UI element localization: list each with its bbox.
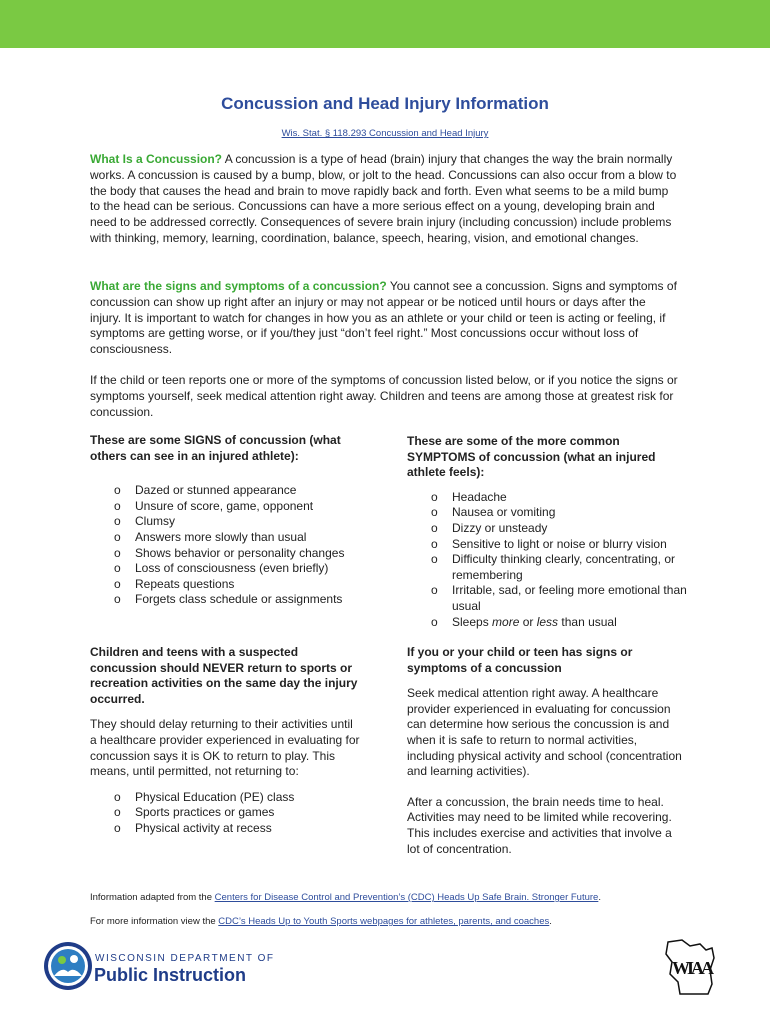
list-item: o Answers more slowly than usual <box>114 529 307 544</box>
dpi-logo-title: Public Instruction <box>94 965 247 985</box>
what-is-heading: What Is a Concussion? <box>90 152 223 166</box>
list-item: o Clumsy <box>114 514 176 529</box>
never-return-heading: Children and teens with a suspected concussion should NEVER return to sports or recreation activities on the same day the injury occurred. <box>90 645 358 706</box>
symptoms-heading: These are some of the more common SYMPTOMS of concussion (what an injured athlete feels): <box>407 434 656 480</box>
more-info-note: For more information view the CDC’s Heads Up to Youth Sports webpages for athletes, parents, and coaches. <box>90 916 552 927</box>
list-item: o Dizzy or unsteady <box>431 520 548 535</box>
if-signs-text-2: After a concussion, the brain needs time to heal. Activities may need to be limited while recovering. This includes exercise and activities that involve a lot of concentration. <box>407 794 672 856</box>
list-item: o Unsure of score, game, opponent <box>114 498 314 513</box>
wiaa-logo-text: WIAA <box>672 958 712 978</box>
list-item: o Repeats questions <box>114 576 235 591</box>
signs-list <box>90 483 360 608</box>
signs-heading: These are some SIGNS of concussion (what others can see in an injured athlete): <box>90 433 341 463</box>
never-return-section <box>90 645 362 837</box>
if-signs-section <box>407 645 682 857</box>
list-item: o Physical activity at recess <box>114 820 272 835</box>
signs-symptoms-text: You cannot see a concussion. Signs and symptoms of concussion can show up right after an injury or may not appear or be noticed until hours or days after the injury. It is important to watch for changes in how you as an athlete or your child or teen is acting or feeling, if symptoms are getting worse, or if you/they just “don’t feel right.” Most concussions occur without loss of consciousness. <box>90 279 677 357</box>
signs-symptoms-section <box>90 279 680 358</box>
if-signs-text-1: Seek medical attention right away. A healthcare provider experienced in evaluating for concussion can determine how serious the concussion is and when it is safe to return to normal activities, including physical activity and school (concentration and learning activities). <box>407 686 682 779</box>
adapted-note: Information adapted from the Centers for Disease Control and Prevention’s (CDC) Heads Up Safe Brain. Stronger Future. <box>90 892 601 903</box>
what-is-section <box>90 152 680 247</box>
list-item: o Sleeps more or less than usual <box>431 614 617 629</box>
dpi-emblem-icon <box>42 940 94 992</box>
statute-link[interactable]: Wis. Stat. § 118.293 Concussion and Head Injury <box>281 128 489 139</box>
list-item: o Nausea or vomiting <box>431 505 556 520</box>
list-item: o Shows behavior or personality changes <box>114 545 345 560</box>
signs-symptoms-heading: What are the signs and symptoms of a concussion? <box>90 279 387 293</box>
list-item: o Sensitive to light or noise or blurry vision <box>431 536 667 551</box>
top-green-bar <box>0 0 770 48</box>
list-item: o Forgets class schedule or assignments <box>114 592 343 607</box>
report-paragraph: If the child or teen reports one or more of the symptoms of concussion listed below, or if you notice the signs or symptoms yourself, seek medical attention right away. Children and teens are among those at greatest risk for concussion. <box>90 373 678 419</box>
list-item: o Difficulty thinking clearly, concentrating, or remembering <box>431 552 675 582</box>
list-item: o Sports practices or games <box>114 805 275 820</box>
signs-column <box>90 433 360 608</box>
list-item: o Irritable, sad, or feeling more emotional than usual <box>431 583 687 613</box>
list-item: o Physical Education (PE) class <box>114 789 295 804</box>
symptoms-column <box>407 434 687 630</box>
list-item: o Headache <box>431 489 507 504</box>
cdc-heads-up-link[interactable]: Centers for Disease Control and Prevention’s (CDC) Heads Up Safe Brain. Stronger Future <box>214 892 599 903</box>
page-title: Concussion and Head Injury Information <box>221 94 549 113</box>
dpi-logo-small-text: WISCONSIN DEPARTMENT OF <box>95 953 275 964</box>
symptoms-list <box>407 490 687 630</box>
what-is-text: A concussion is a type of head (brain) injury that changes the way the brain normally works. A concussion is caused by a bump, blow, or jolt to the head. Concussions can also occur from a blow to the body that causes the head and brain to move rapidly back and forth. Even what seems to be a mild bump to the head can be serious. Concussions can have a more serious effect on a young, developing brain and need to be addressed correctly. Consequences of severe brain injury (including concussion) include problems with thinking, memory, learning, coordination, balance, speech, hearing, vision, and emotional changes. <box>90 152 677 245</box>
list-item: o Loss of consciousness (even briefly) <box>114 561 329 576</box>
list-item: o Dazed or stunned appearance <box>114 483 297 498</box>
if-signs-heading: If you or your child or teen has signs or symptoms of a concussion <box>407 645 633 675</box>
never-return-text: They should delay returning to their activities until a healthcare provider experienced in evaluating for concussion says it is OK to return to play. This means, until permitted, not returning to: <box>90 717 360 779</box>
never-return-list <box>90 790 362 837</box>
cdc-youth-sports-link[interactable]: CDC’s Heads Up to Youth Sports webpages for athletes, parents, and coaches <box>218 916 550 927</box>
